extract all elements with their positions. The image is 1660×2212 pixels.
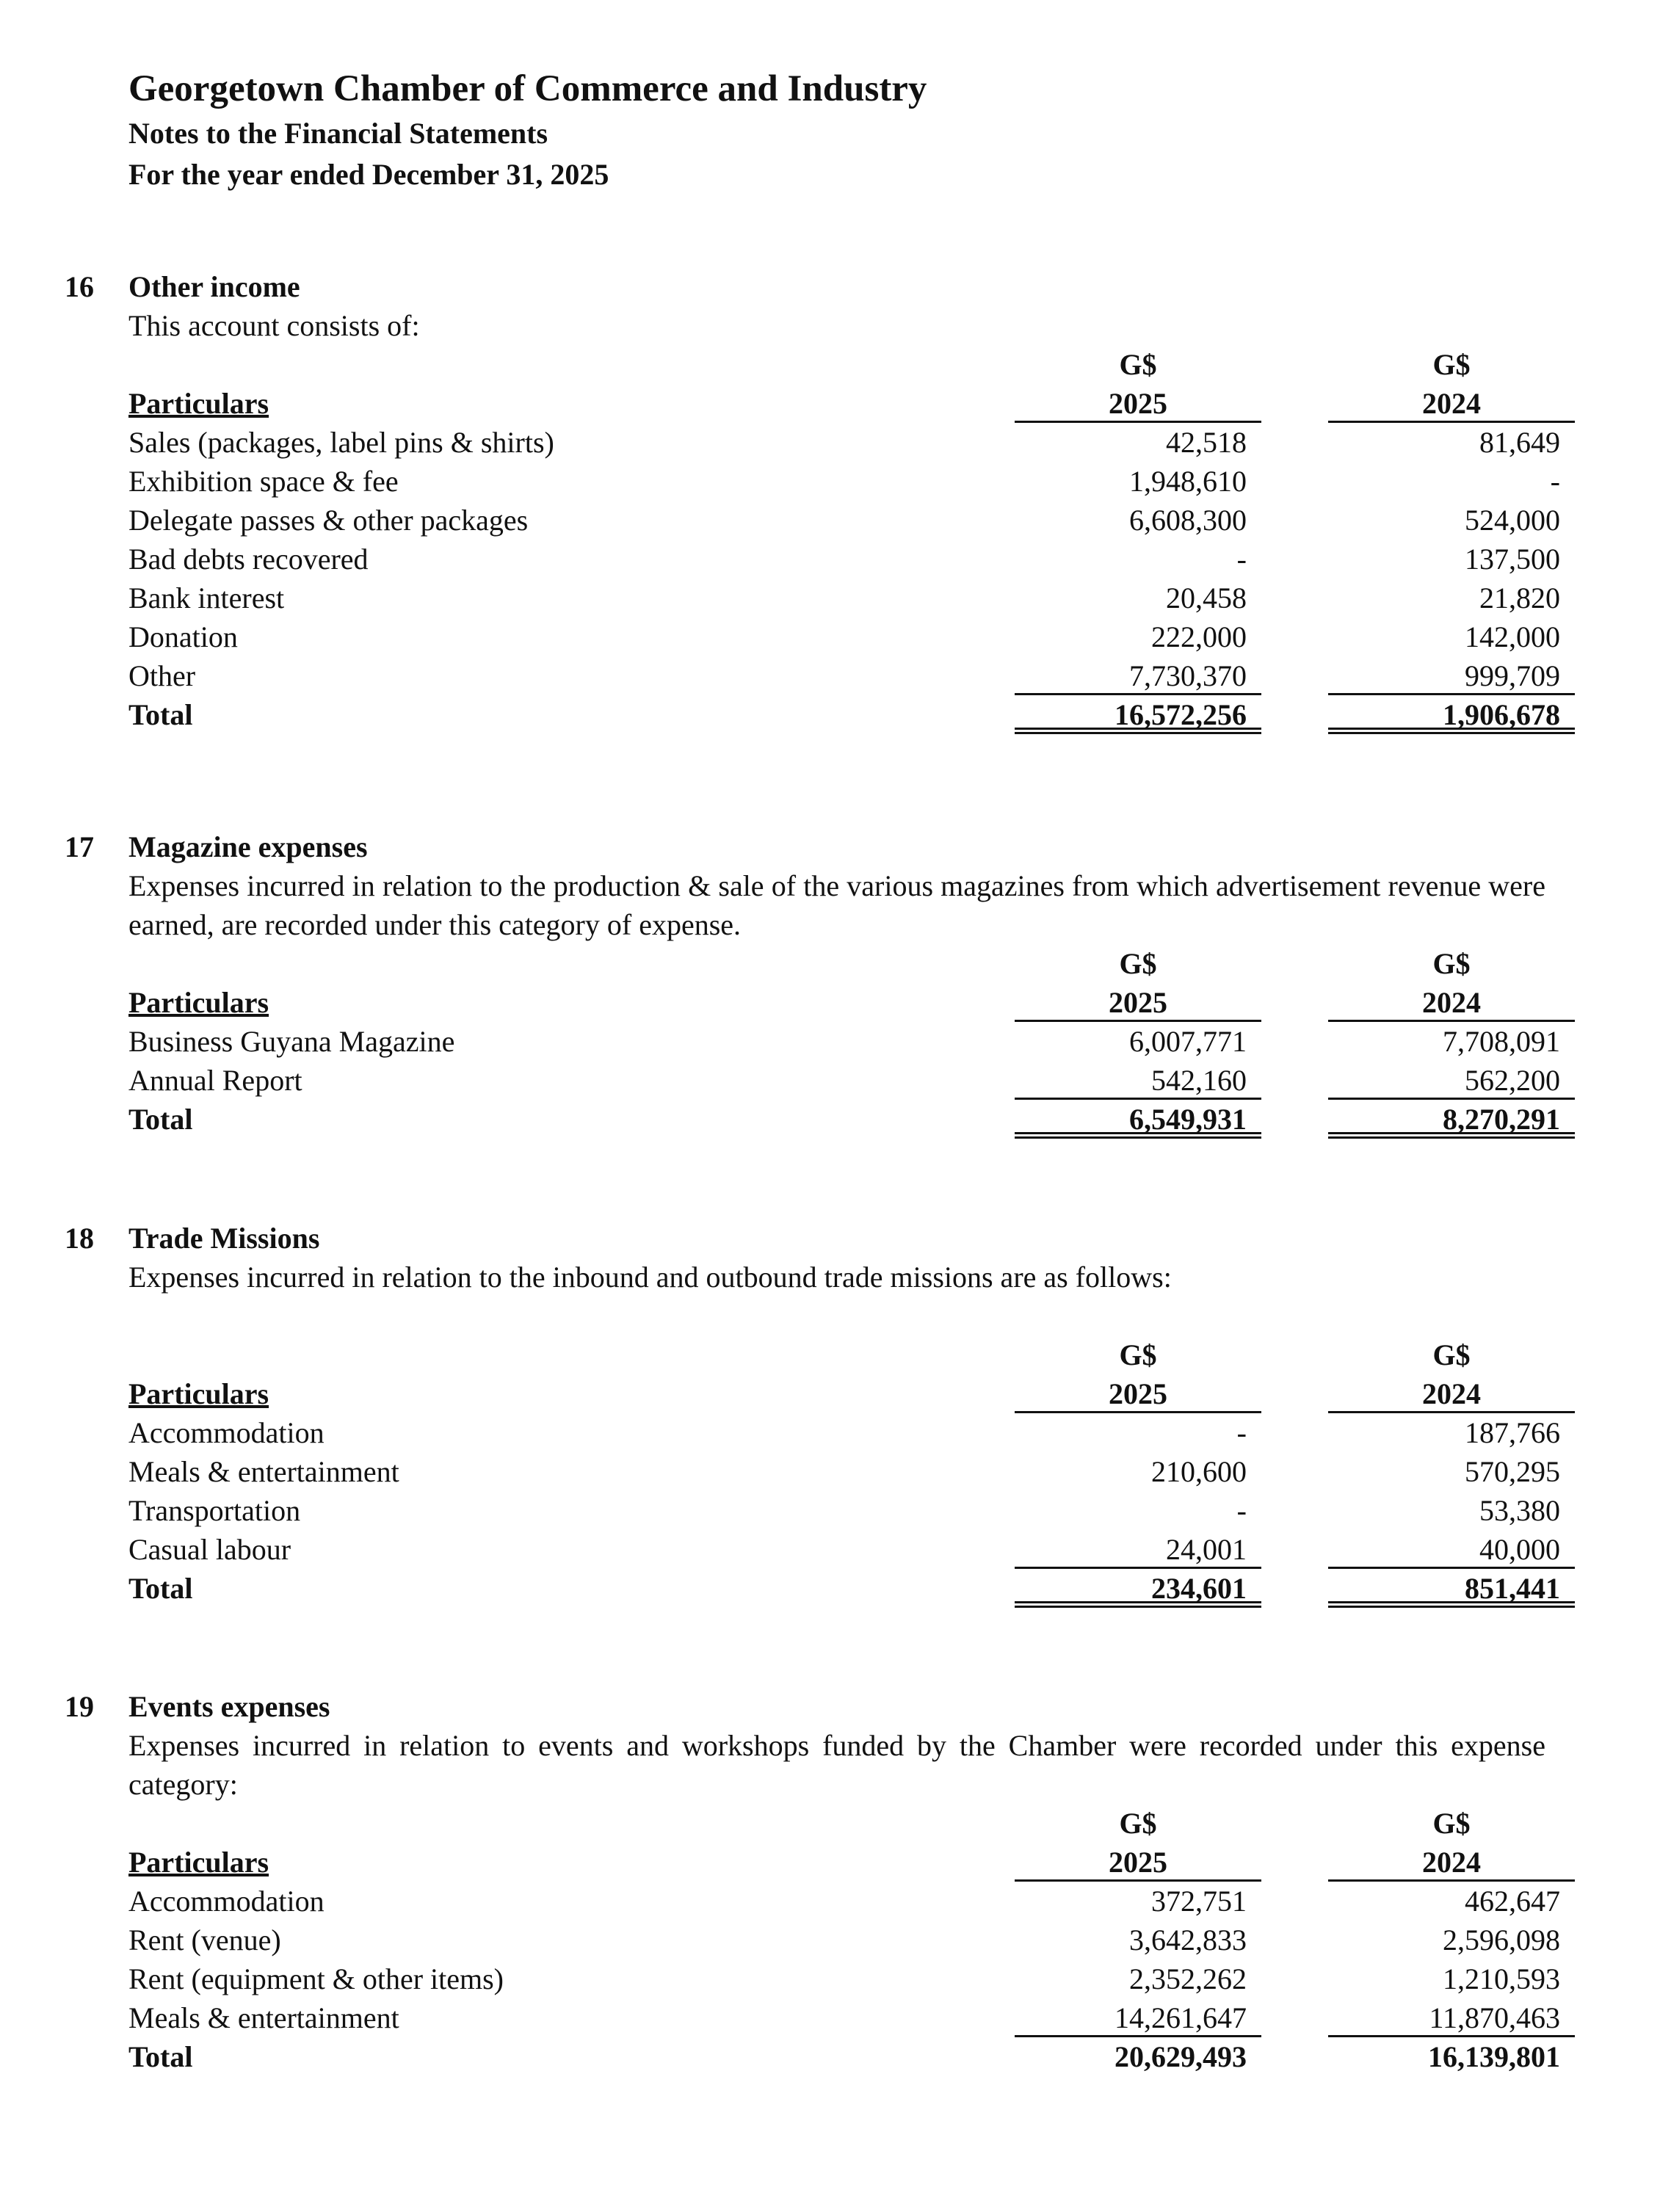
row-label: Bad debts recovered bbox=[128, 543, 369, 576]
currency-row bbox=[0, 944, 1660, 983]
note-description: Expenses incurred in relation to events and workshops funded by the Chamber were recorded under this expense category: bbox=[128, 1729, 1545, 1801]
note-description: Expenses incurred in relation to the inbound and outbound trade missions are as follows: bbox=[128, 1261, 1172, 1294]
total-2024: 8,270,291 bbox=[1328, 1100, 1575, 1139]
value-2025: 542,160 bbox=[1015, 1061, 1261, 1100]
row-label: Rent (venue) bbox=[128, 1923, 281, 1957]
row-label: Meals & entertainment bbox=[128, 1455, 399, 1488]
value-2025: - bbox=[1236, 543, 1247, 576]
value-2025: 6,608,300 bbox=[1129, 504, 1247, 537]
year-2024-header: 2024 bbox=[1328, 1374, 1575, 1413]
table-row bbox=[0, 617, 1660, 656]
value-2025: - bbox=[1236, 1494, 1247, 1527]
table-row bbox=[0, 1530, 1660, 1569]
table-row bbox=[0, 1413, 1660, 1452]
document-header bbox=[128, 65, 927, 195]
total-2025: 16,572,256 bbox=[1015, 695, 1261, 734]
currency-row bbox=[0, 1335, 1660, 1374]
value-2024: 462,647 bbox=[1465, 1885, 1560, 1918]
header-row bbox=[0, 1843, 1660, 1882]
value-2024: 562,200 bbox=[1328, 1061, 1575, 1100]
row-label: Exhibition space & fee bbox=[128, 465, 399, 498]
year-2024-header: 2024 bbox=[1328, 1843, 1575, 1882]
row-label: Transportation bbox=[128, 1494, 301, 1527]
note-number: 19 bbox=[65, 1690, 94, 1723]
value-2024: 81,649 bbox=[1479, 426, 1560, 459]
value-2025: 372,751 bbox=[1151, 1885, 1247, 1918]
value-2024: 570,295 bbox=[1465, 1455, 1560, 1488]
currency-2024: G$ bbox=[1432, 348, 1471, 381]
note-description: Expenses incurred in relation to the production & sale of the various magazines from which advertisement revenue were earned, are recorded under this category of expense. bbox=[128, 869, 1545, 941]
row-label: Sales (packages, label pins & shirts) bbox=[128, 426, 554, 459]
year-2025-header: 2025 bbox=[1015, 983, 1261, 1022]
value-2025: 2,352,262 bbox=[1129, 1962, 1247, 1995]
value-2024: 187,766 bbox=[1465, 1416, 1560, 1449]
total-row bbox=[0, 695, 1660, 734]
row-label: Accommodation bbox=[128, 1885, 325, 1918]
total-row bbox=[0, 2037, 1660, 2076]
currency-2024: G$ bbox=[1432, 1338, 1471, 1371]
value-2024: 137,500 bbox=[1465, 543, 1560, 576]
value-2025: - bbox=[1236, 1416, 1247, 1449]
organization-name: Georgetown Chamber of Commerce and Industry bbox=[128, 68, 927, 109]
reporting-period: For the year ended December 31, 2025 bbox=[128, 158, 609, 191]
value-2024: - bbox=[1550, 465, 1560, 498]
total-2025: 234,601 bbox=[1015, 1569, 1261, 1608]
note-number: 18 bbox=[65, 1222, 94, 1255]
header-row bbox=[0, 1374, 1660, 1413]
currency-2025: G$ bbox=[1119, 1807, 1157, 1840]
financial-table bbox=[0, 345, 1660, 734]
total-row bbox=[0, 1100, 1660, 1139]
row-label: Business Guyana Magazine bbox=[128, 1025, 455, 1058]
currency-2025: G$ bbox=[1119, 1338, 1157, 1371]
year-2024-header: 2024 bbox=[1328, 384, 1575, 423]
table-row bbox=[0, 579, 1660, 617]
currency-2024: G$ bbox=[1432, 1807, 1471, 1840]
value-2025: 210,600 bbox=[1151, 1455, 1247, 1488]
currency-2024: G$ bbox=[1432, 947, 1471, 980]
table-row bbox=[0, 540, 1660, 579]
value-2024: 2,596,098 bbox=[1443, 1923, 1560, 1957]
table-row bbox=[0, 501, 1660, 540]
note-title: Other income bbox=[128, 270, 300, 303]
financial-table bbox=[0, 944, 1660, 1139]
particulars-header: Particulars bbox=[128, 387, 269, 420]
year-2025-header: 2025 bbox=[1015, 1843, 1261, 1882]
total-2025: 6,549,931 bbox=[1015, 1100, 1261, 1139]
row-label: Casual labour bbox=[128, 1533, 291, 1566]
value-2025: 1,948,610 bbox=[1129, 465, 1247, 498]
value-2025: 42,518 bbox=[1166, 426, 1247, 459]
value-2024: 524,000 bbox=[1465, 504, 1560, 537]
financial-table bbox=[0, 1335, 1660, 1608]
table-row bbox=[0, 462, 1660, 501]
table-row bbox=[0, 1921, 1660, 1959]
year-2025-header: 2025 bbox=[1015, 384, 1261, 423]
total-label: Total bbox=[128, 698, 193, 731]
value-2024: 142,000 bbox=[1465, 620, 1560, 653]
currency-2025: G$ bbox=[1119, 947, 1157, 980]
total-2024: 1,906,678 bbox=[1328, 695, 1575, 734]
note-number: 16 bbox=[65, 270, 94, 303]
year-2024-header: 2024 bbox=[1328, 983, 1575, 1022]
document-subtitle: Notes to the Financial Statements bbox=[128, 117, 548, 150]
table-row bbox=[0, 1022, 1660, 1061]
table-row bbox=[0, 656, 1660, 695]
value-2024: 11,870,463 bbox=[1328, 1998, 1575, 2037]
note-number: 17 bbox=[65, 830, 94, 863]
value-2025: 14,261,647 bbox=[1015, 1998, 1261, 2037]
header-row bbox=[0, 384, 1660, 423]
total-2025: 20,629,493 bbox=[1114, 2040, 1247, 2073]
total-label: Total bbox=[128, 1103, 193, 1136]
value-2025: 222,000 bbox=[1151, 620, 1247, 653]
value-2024: 7,708,091 bbox=[1443, 1025, 1560, 1058]
value-2025: 20,458 bbox=[1166, 581, 1247, 614]
value-2024: 40,000 bbox=[1328, 1530, 1575, 1569]
table-row bbox=[0, 423, 1660, 462]
particulars-header: Particulars bbox=[128, 986, 269, 1019]
total-2024: 851,441 bbox=[1328, 1569, 1575, 1608]
value-2025: 6,007,771 bbox=[1129, 1025, 1247, 1058]
year-2025-header: 2025 bbox=[1015, 1374, 1261, 1413]
note-description: This account consists of: bbox=[128, 309, 420, 342]
row-label: Annual Report bbox=[128, 1064, 302, 1097]
particulars-header: Particulars bbox=[128, 1377, 269, 1410]
financial-table bbox=[0, 1804, 1660, 2076]
table-row bbox=[0, 1959, 1660, 1998]
value-2025: 24,001 bbox=[1015, 1530, 1261, 1569]
row-label: Donation bbox=[128, 620, 238, 653]
total-row bbox=[0, 1569, 1660, 1608]
value-2024: 999,709 bbox=[1328, 656, 1575, 695]
row-label: Meals & entertainment bbox=[128, 2001, 399, 2034]
value-2025: 3,642,833 bbox=[1129, 1923, 1247, 1957]
total-2024: 16,139,801 bbox=[1428, 2040, 1560, 2073]
table-row bbox=[0, 1061, 1660, 1100]
note-title: Magazine expenses bbox=[128, 830, 368, 863]
value-2025: 7,730,370 bbox=[1015, 656, 1261, 695]
value-2024: 1,210,593 bbox=[1443, 1962, 1560, 1995]
particulars-header: Particulars bbox=[128, 1846, 269, 1879]
value-2024: 53,380 bbox=[1479, 1494, 1560, 1527]
row-label: Delegate passes & other packages bbox=[128, 504, 529, 537]
currency-row bbox=[0, 345, 1660, 384]
table-row bbox=[0, 1452, 1660, 1491]
header-row bbox=[0, 983, 1660, 1022]
row-label: Accommodation bbox=[128, 1416, 325, 1449]
row-label: Bank interest bbox=[128, 581, 285, 614]
total-label: Total bbox=[128, 2040, 193, 2073]
total-label: Total bbox=[128, 1572, 193, 1605]
value-2024: 21,820 bbox=[1479, 581, 1560, 614]
currency-row bbox=[0, 1804, 1660, 1843]
note-title: Events expenses bbox=[128, 1690, 330, 1723]
row-label: Rent (equipment & other items) bbox=[128, 1962, 504, 1995]
table-row bbox=[0, 1882, 1660, 1921]
note-title: Trade Missions bbox=[128, 1222, 320, 1255]
row-label: Other bbox=[128, 659, 196, 692]
table-row bbox=[0, 1491, 1660, 1530]
table-row bbox=[0, 1998, 1660, 2037]
currency-2025: G$ bbox=[1119, 348, 1157, 381]
